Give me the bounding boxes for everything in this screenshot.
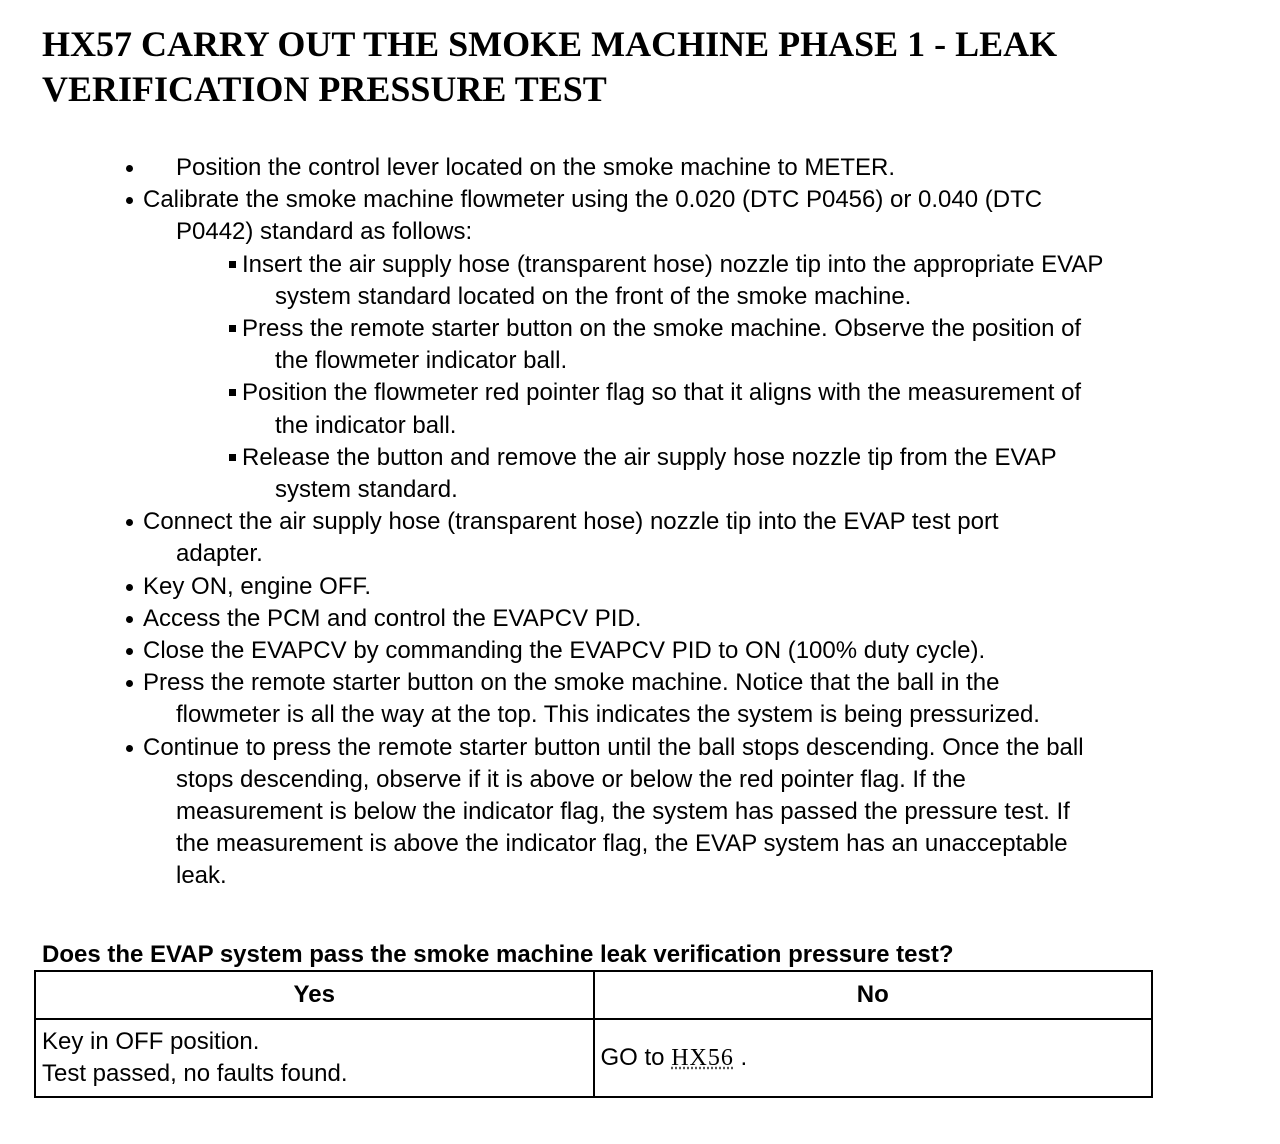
bullet-square-icon <box>229 325 236 332</box>
yes-cell-line: Test passed, no faults found. <box>42 1060 348 1087</box>
bullet-dot-icon <box>126 648 133 655</box>
substep-text: system standard located on the front of the smoke machine. <box>275 282 912 310</box>
substep-text: the indicator ball. <box>275 411 457 439</box>
step-item <box>0 732 1240 893</box>
step-text: Key ON, engine OFF. <box>143 572 372 600</box>
step-text: the measurement is above the indicator flag, the EVAP system has an unacceptable <box>176 830 1068 858</box>
substep-text: Release the button and remove the air supply hose nozzle tip from the EVAP <box>242 443 1057 471</box>
substep-text: Position the flowmeter red pointer flag so that it aligns with the measurement of <box>242 379 1082 407</box>
step-text: stops descending, observe if it is above or below the red pointer flag. If the <box>176 765 966 793</box>
bullet-square-icon <box>229 389 236 396</box>
result-table <box>34 970 1153 1098</box>
substep-item <box>0 442 1260 506</box>
page-title <box>42 22 1242 112</box>
step-text: P0442) standard as follows: <box>176 218 473 246</box>
no-cell-suffix: . <box>740 1044 748 1071</box>
step-item <box>0 184 1240 248</box>
bullet-dot-icon <box>126 197 133 204</box>
substep-item <box>0 249 1260 313</box>
procedure-steps <box>0 152 1280 893</box>
step-item <box>0 635 1240 667</box>
bullet-dot-icon <box>126 165 133 172</box>
table-row <box>35 1019 1152 1097</box>
step-text: flowmeter is all the way at the top. This indicates the system is being pressurized. <box>176 701 1040 729</box>
step-text: Continue to press the remote starter button until the ball stops descending. Once the ball <box>143 733 1084 761</box>
substep-item <box>0 377 1260 441</box>
yes-cell <box>35 1019 594 1097</box>
no-column-header: No <box>594 971 1153 1019</box>
step-text: Position the control lever located on the smoke machine to METER. <box>176 154 896 181</box>
bullet-dot-icon <box>126 745 133 752</box>
bullet-square-icon <box>229 454 236 461</box>
substep-text: the flowmeter indicator ball. <box>275 347 568 375</box>
step-item <box>0 603 1240 635</box>
step-text: Close the EVAPCV by commanding the EVAPCV PID to ON (100% duty cycle). <box>143 637 986 665</box>
no-cell-prefix: GO to <box>600 1044 665 1071</box>
page-title-line-2: VERIFICATION PRESSURE TEST <box>42 69 607 109</box>
table-header-row <box>35 971 1152 1019</box>
bullet-dot-icon <box>126 680 133 687</box>
substep-text: system standard. <box>275 476 458 504</box>
test-question: Does the EVAP system pass the smoke machine leak verification pressure test? <box>42 941 954 968</box>
substep-item <box>0 313 1260 377</box>
substep-text: Insert the air supply hose (transparent hose) nozzle tip into the appropriate EVAP <box>242 250 1104 278</box>
step-item <box>0 667 1240 731</box>
yes-cell-line: Key in OFF position. <box>42 1028 260 1055</box>
bullet-dot-icon <box>126 519 133 526</box>
bullet-square-icon <box>229 261 236 268</box>
page-title-line-1: HX57 CARRY OUT THE SMOKE MACHINE PHASE 1 - LEAK <box>42 24 1058 64</box>
step-item <box>0 152 1240 184</box>
step-text: measurement is below the indicator flag, the system has passed the pressure test. If <box>176 798 1070 826</box>
step-text: Press the remote starter button on the smoke machine. Notice that the ball in the <box>143 669 1000 697</box>
step-item <box>0 571 1240 603</box>
step-text: Calibrate the smoke machine flowmeter using the 0.020 (DTC P0456) or 0.040 (DTC <box>143 186 1043 214</box>
step-text: leak. <box>176 862 227 890</box>
step-text: Connect the air supply hose (transparent hose) nozzle tip into the EVAP test port <box>143 508 999 536</box>
bullet-dot-icon <box>126 616 133 623</box>
step-text: adapter. <box>176 540 263 568</box>
hx56-link[interactable]: HX56 <box>671 1045 734 1071</box>
substep-text: Press the remote starter button on the smoke machine. Observe the position of <box>242 315 1082 343</box>
yes-column-header: Yes <box>35 971 594 1019</box>
no-cell <box>594 1019 1153 1097</box>
bullet-dot-icon <box>126 584 133 591</box>
step-item <box>0 506 1240 570</box>
step-text: Access the PCM and control the EVAPCV PID. <box>143 604 642 632</box>
